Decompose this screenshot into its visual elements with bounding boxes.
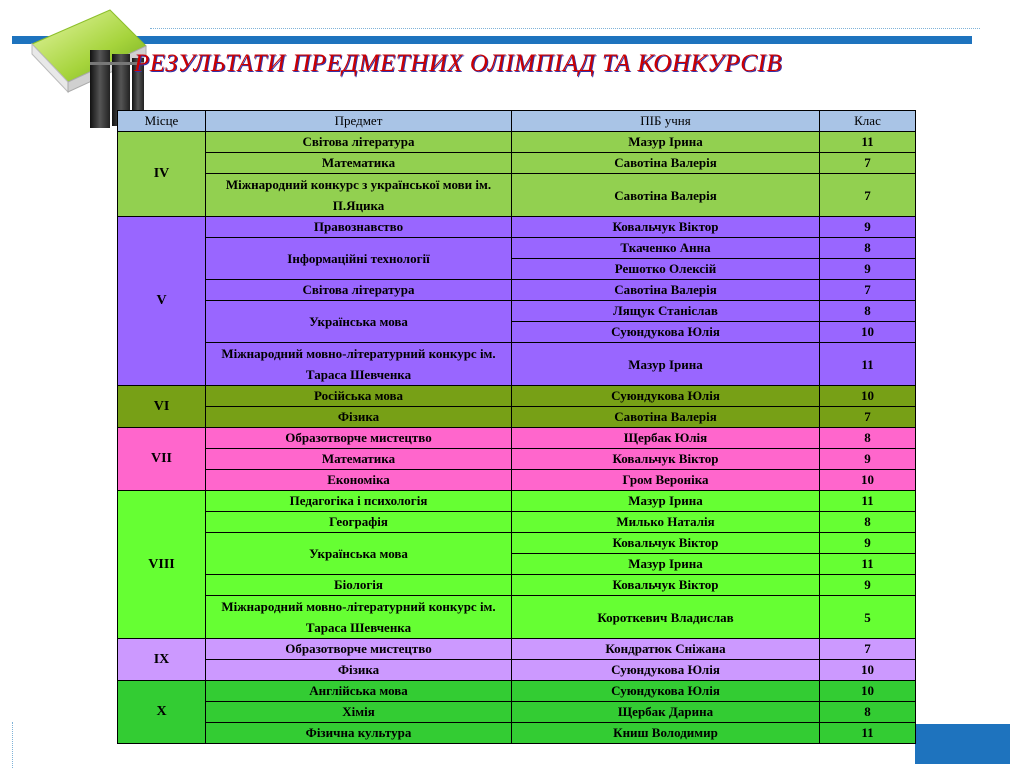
student-name-cell: Савотіна Валерія <box>512 153 820 174</box>
student-name-cell: Книш Володимир <box>512 723 820 744</box>
subject-cell: Фізична культура <box>206 723 512 744</box>
grade-cell: 10 <box>820 470 916 491</box>
table-row <box>118 428 916 449</box>
grade-cell: 9 <box>820 449 916 470</box>
table-row <box>118 470 916 491</box>
grade-cell: 11 <box>820 491 916 512</box>
student-name-cell: Кондратюк Сніжана <box>512 639 820 660</box>
subject-cell: Міжнародний мовно-літературний конкурс ім. Тараса Шевченка <box>206 596 512 639</box>
subject-cell: Фізика <box>206 660 512 681</box>
grade-cell: 9 <box>820 533 916 554</box>
grade-cell: 11 <box>820 343 916 386</box>
subject-cell: Математика <box>206 449 512 470</box>
grade-cell: 5 <box>820 596 916 639</box>
student-name-cell: Щербак Юлія <box>512 428 820 449</box>
subject-cell: Хімія <box>206 702 512 723</box>
subject-cell: Образотворче мистецтво <box>206 428 512 449</box>
student-name-cell: Савотіна Валерія <box>512 280 820 301</box>
student-name-cell: Ковальчук Віктор <box>512 533 820 554</box>
table-row <box>118 639 916 660</box>
table-row <box>118 596 916 639</box>
subject-cell: Міжнародний конкурс з української мови ім. П.Яцика <box>206 174 512 217</box>
student-name-cell: Мазур Ірина <box>512 554 820 575</box>
table-row <box>118 407 916 428</box>
student-name-cell: Мазур Ірина <box>512 132 820 153</box>
subject-cell: Українська мова <box>206 533 512 575</box>
subject-cell: Інформаційні технології <box>206 238 512 280</box>
subject-cell: Математика <box>206 153 512 174</box>
table-row <box>118 132 916 153</box>
grade-cell: 11 <box>820 554 916 575</box>
grade-cell: 9 <box>820 217 916 238</box>
table-row <box>118 512 916 533</box>
footer-accent-block <box>915 724 1010 764</box>
table-row <box>118 238 916 259</box>
subject-cell: Образотворче мистецтво <box>206 639 512 660</box>
student-name-cell: Суюндукова Юлія <box>512 681 820 702</box>
subject-cell: Українська мова <box>206 301 512 343</box>
subject-cell: Географія <box>206 512 512 533</box>
grade-cell: 9 <box>820 259 916 280</box>
subject-cell: Педагогіка і психологія <box>206 491 512 512</box>
subject-cell: Англійська мова <box>206 681 512 702</box>
student-name-cell: Савотіна Валерія <box>512 174 820 217</box>
table-row <box>118 491 916 512</box>
student-name-cell: Мазур Ірина <box>512 491 820 512</box>
table-row <box>118 702 916 723</box>
student-name-cell: Ковальчук Віктор <box>512 575 820 596</box>
grade-cell: 11 <box>820 723 916 744</box>
table-row <box>118 217 916 238</box>
student-name-cell: Ткаченко Анна <box>512 238 820 259</box>
subject-cell: Світова література <box>206 280 512 301</box>
column-header-place: Місце <box>118 111 206 132</box>
table-row <box>118 449 916 470</box>
subject-cell: Біологія <box>206 575 512 596</box>
place-cell: IV <box>118 132 206 217</box>
place-cell: VI <box>118 386 206 428</box>
table-row <box>118 280 916 301</box>
subject-cell: Правознавство <box>206 217 512 238</box>
grade-cell: 8 <box>820 238 916 259</box>
student-name-cell: Суюндукова Юлія <box>512 322 820 343</box>
table-row <box>118 386 916 407</box>
grade-cell: 11 <box>820 132 916 153</box>
grade-cell: 8 <box>820 428 916 449</box>
student-name-cell: Короткевич Владислав <box>512 596 820 639</box>
table-row <box>118 343 916 386</box>
subject-cell: Світова література <box>206 132 512 153</box>
results-body <box>118 132 916 744</box>
student-name-cell: Савотіна Валерія <box>512 407 820 428</box>
table-row <box>118 533 916 554</box>
student-name-cell: Гром Вероніка <box>512 470 820 491</box>
student-name-cell: Лящук Станіслав <box>512 301 820 322</box>
table-row <box>118 301 916 322</box>
table-header-row <box>118 111 916 132</box>
grade-cell: 8 <box>820 512 916 533</box>
column-header-subject: Предмет <box>206 111 512 132</box>
page-title: РЕЗУЛЬТАТИ ПРЕДМЕТНИХ ОЛІМПІАД ТА КОНКУРСІВ <box>134 50 783 77</box>
place-cell: IX <box>118 639 206 681</box>
grade-cell: 7 <box>820 639 916 660</box>
subject-cell: Міжнародний мовно-літературний конкурс ім. Тараса Шевченка <box>206 343 512 386</box>
top-dotted-line <box>150 28 980 29</box>
grade-cell: 9 <box>820 575 916 596</box>
table-row <box>118 681 916 702</box>
student-name-cell: Мазур Ірина <box>512 343 820 386</box>
left-dotted-line <box>12 722 13 768</box>
grade-cell: 10 <box>820 681 916 702</box>
grade-cell: 7 <box>820 280 916 301</box>
grade-cell: 7 <box>820 153 916 174</box>
student-name-cell: Суюндукова Юлія <box>512 660 820 681</box>
student-name-cell: Решотко Олексій <box>512 259 820 280</box>
student-name-cell: Милько Наталія <box>512 512 820 533</box>
table-row <box>118 723 916 744</box>
subject-cell: Економіка <box>206 470 512 491</box>
results-table <box>117 110 916 744</box>
place-cell: X <box>118 681 206 744</box>
grade-cell: 8 <box>820 702 916 723</box>
place-cell: V <box>118 217 206 386</box>
column-header-student: ПІБ учня <box>512 111 820 132</box>
student-name-cell: Ковальчук Віктор <box>512 217 820 238</box>
place-cell: VII <box>118 428 206 491</box>
grade-cell: 7 <box>820 407 916 428</box>
grade-cell: 10 <box>820 322 916 343</box>
grade-cell: 10 <box>820 660 916 681</box>
student-name-cell: Ковальчук Віктор <box>512 449 820 470</box>
grade-cell: 10 <box>820 386 916 407</box>
student-name-cell: Щербак Дарина <box>512 702 820 723</box>
table-row <box>118 174 916 217</box>
grade-cell: 8 <box>820 301 916 322</box>
table-row <box>118 575 916 596</box>
table-row <box>118 153 916 174</box>
table-row <box>118 660 916 681</box>
place-cell: VIII <box>118 491 206 639</box>
student-name-cell: Суюндукова Юлія <box>512 386 820 407</box>
column-header-grade: Клас <box>820 111 916 132</box>
subject-cell: Російська мова <box>206 386 512 407</box>
grade-cell: 7 <box>820 174 916 217</box>
subject-cell: Фізика <box>206 407 512 428</box>
